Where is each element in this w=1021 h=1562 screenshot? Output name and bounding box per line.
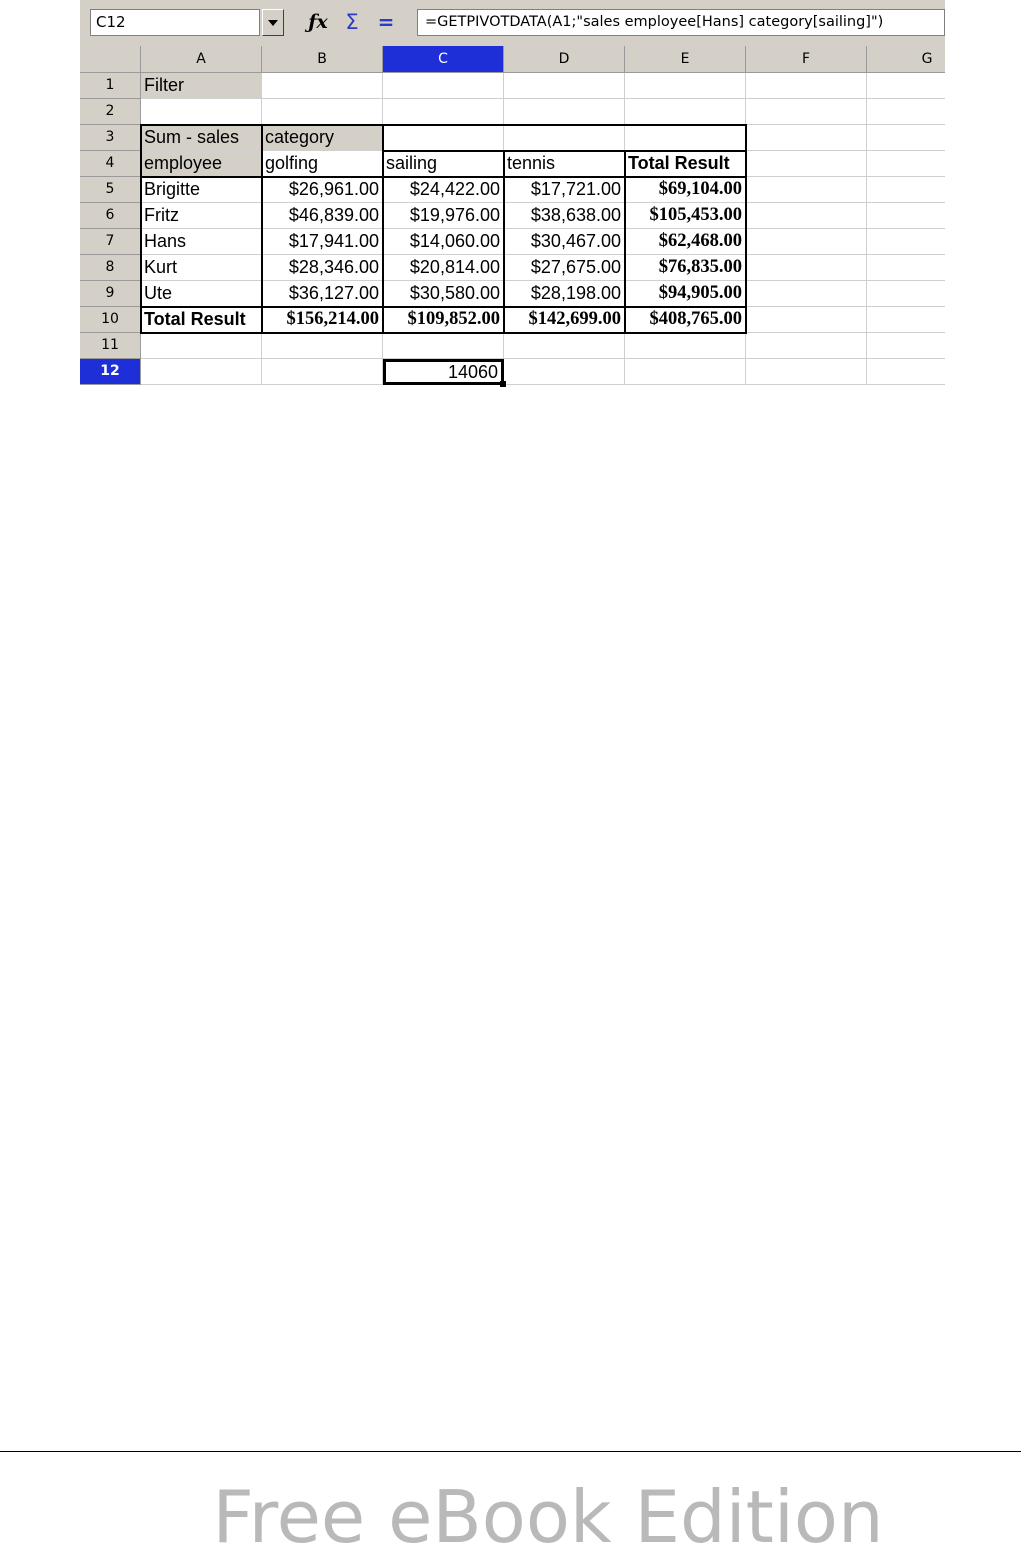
sum-icon[interactable]: Σ xyxy=(345,10,359,34)
cell-d7[interactable]: $30,467.00 xyxy=(504,229,625,255)
cell-e10[interactable]: $408,765.00 xyxy=(625,307,746,333)
cell-a11[interactable] xyxy=(141,333,262,359)
cell-f1[interactable] xyxy=(746,73,867,99)
cell-f3[interactable] xyxy=(746,125,867,151)
cell-d1[interactable] xyxy=(504,73,625,99)
function-wizard-icon[interactable]: ƒx xyxy=(308,11,328,33)
row-header-11[interactable]: 11 xyxy=(80,333,141,359)
cell-b10[interactable]: $156,214.00 xyxy=(262,307,383,333)
cell-f4[interactable] xyxy=(746,151,867,177)
cell-g9[interactable] xyxy=(867,281,945,307)
cell-f8[interactable] xyxy=(746,255,867,281)
sheet-grid xyxy=(80,46,945,390)
cell-e3[interactable] xyxy=(625,125,746,151)
cell-b4[interactable]: golfing xyxy=(262,151,383,177)
cell-a2[interactable] xyxy=(141,99,262,125)
column-header-d[interactable]: D xyxy=(504,46,625,73)
row-header-12[interactable]: 12 xyxy=(80,359,141,385)
row-header-7[interactable]: 7 xyxy=(80,229,141,255)
cell-c7[interactable]: $14,060.00 xyxy=(383,229,504,255)
cell-e11[interactable] xyxy=(625,333,746,359)
cell-c3[interactable] xyxy=(383,125,504,151)
row-header-4[interactable]: 4 xyxy=(80,151,141,177)
column-header-g[interactable]: G xyxy=(867,46,945,73)
cell-g12[interactable] xyxy=(867,359,945,385)
cell-e9[interactable]: $94,905.00 xyxy=(625,281,746,307)
row-header-9[interactable]: 9 xyxy=(80,281,141,307)
cell-e7[interactable]: $62,468.00 xyxy=(625,229,746,255)
cell-a8[interactable]: Kurt xyxy=(141,255,262,281)
column-header-e[interactable]: E xyxy=(625,46,746,73)
cell-b5[interactable]: $26,961.00 xyxy=(262,177,383,203)
row-header-8[interactable]: 8 xyxy=(80,255,141,281)
cell-g10[interactable] xyxy=(867,307,945,333)
cell-c4[interactable]: sailing xyxy=(383,151,504,177)
row-header-2[interactable]: 2 xyxy=(80,99,141,125)
cell-a4[interactable]: employee xyxy=(141,151,262,177)
cell-g3[interactable] xyxy=(867,125,945,151)
cell-a7[interactable]: Hans xyxy=(141,229,262,255)
cell-e6[interactable]: $105,453.00 xyxy=(625,203,746,229)
cell-e5[interactable]: $69,104.00 xyxy=(625,177,746,203)
cell-b8[interactable]: $28,346.00 xyxy=(262,255,383,281)
cell-a3[interactable]: Sum - sales xyxy=(141,125,262,151)
cell-b7[interactable]: $17,941.00 xyxy=(262,229,383,255)
cell-f5[interactable] xyxy=(746,177,867,203)
row-header-3[interactable]: 3 xyxy=(80,125,141,151)
cell-d11[interactable] xyxy=(504,333,625,359)
cell-d3[interactable] xyxy=(504,125,625,151)
cell-f2[interactable] xyxy=(746,99,867,125)
cell-e1[interactable] xyxy=(625,73,746,99)
row-header-6[interactable]: 6 xyxy=(80,203,141,229)
formula-bar xyxy=(80,0,945,46)
name-box-dropdown-button[interactable] xyxy=(262,9,284,36)
cell-a12[interactable] xyxy=(141,359,262,385)
cell-c8[interactable]: $20,814.00 xyxy=(383,255,504,281)
spreadsheet-screenshot xyxy=(80,0,945,390)
cell-f12[interactable] xyxy=(746,359,867,385)
cell-c9[interactable]: $30,580.00 xyxy=(383,281,504,307)
cell-e12[interactable] xyxy=(625,359,746,385)
cell-f9[interactable] xyxy=(746,281,867,307)
select-all-corner[interactable] xyxy=(80,46,141,73)
cell-f6[interactable] xyxy=(746,203,867,229)
formula-input[interactable]: =GETPIVOTDATA(A1;"sales employee[Hans] category[sailing]") xyxy=(417,9,945,36)
cell-d2[interactable] xyxy=(504,99,625,125)
cell-g1[interactable] xyxy=(867,73,945,99)
cell-a9[interactable]: Ute xyxy=(141,281,262,307)
chevron-down-icon xyxy=(268,20,278,26)
cell-c6[interactable]: $19,976.00 xyxy=(383,203,504,229)
cell-g6[interactable] xyxy=(867,203,945,229)
cell-b3[interactable]: category xyxy=(262,125,383,151)
column-header-c[interactable]: C xyxy=(383,46,504,73)
name-box[interactable]: C12 xyxy=(90,9,260,36)
cell-c11[interactable] xyxy=(383,333,504,359)
row-header-10[interactable]: 10 xyxy=(80,307,141,333)
cell-c12[interactable]: 14060 xyxy=(383,359,504,385)
equals-icon[interactable]: = xyxy=(377,10,395,34)
cell-g4[interactable] xyxy=(867,151,945,177)
fill-handle[interactable] xyxy=(500,381,506,387)
cell-d10[interactable]: $142,699.00 xyxy=(504,307,625,333)
cell-g5[interactable] xyxy=(867,177,945,203)
cell-c1[interactable] xyxy=(383,73,504,99)
cell-c5[interactable]: $24,422.00 xyxy=(383,177,504,203)
cell-b9[interactable]: $36,127.00 xyxy=(262,281,383,307)
footer-divider xyxy=(0,1451,1021,1452)
cell-d5[interactable]: $17,721.00 xyxy=(504,177,625,203)
row-header-1[interactable]: 1 xyxy=(80,73,141,99)
cell-d4[interactable]: tennis xyxy=(504,151,625,177)
cell-e8[interactable]: $76,835.00 xyxy=(625,255,746,281)
cell-b11[interactable] xyxy=(262,333,383,359)
cell-d8[interactable]: $27,675.00 xyxy=(504,255,625,281)
cell-g7[interactable] xyxy=(867,229,945,255)
cell-a1[interactable]: Filter xyxy=(141,73,262,99)
column-header-a[interactable]: A xyxy=(141,46,262,73)
cell-a6[interactable]: Fritz xyxy=(141,203,262,229)
cell-b1[interactable] xyxy=(262,73,383,99)
cell-a10[interactable]: Total Result xyxy=(141,307,262,333)
cell-d12[interactable] xyxy=(504,359,625,385)
cell-b6[interactable]: $46,839.00 xyxy=(262,203,383,229)
cell-b2[interactable] xyxy=(262,99,383,125)
column-header-f[interactable]: F xyxy=(746,46,867,73)
row-header-5[interactable]: 5 xyxy=(80,177,141,203)
cell-e2[interactable] xyxy=(625,99,746,125)
cell-c2[interactable] xyxy=(383,99,504,125)
cell-d9[interactable]: $28,198.00 xyxy=(504,281,625,307)
cell-d6[interactable]: $38,638.00 xyxy=(504,203,625,229)
cell-g8[interactable] xyxy=(867,255,945,281)
footer-watermark: Free eBook Edition xyxy=(212,1475,884,1559)
cell-c10[interactable]: $109,852.00 xyxy=(383,307,504,333)
cell-f7[interactable] xyxy=(746,229,867,255)
cell-b12[interactable] xyxy=(262,359,383,385)
cell-g2[interactable] xyxy=(867,99,945,125)
column-header-b[interactable]: B xyxy=(262,46,383,73)
cell-a5[interactable]: Brigitte xyxy=(141,177,262,203)
cell-f10[interactable] xyxy=(746,307,867,333)
cell-f11[interactable] xyxy=(746,333,867,359)
cell-g11[interactable] xyxy=(867,333,945,359)
cell-e4[interactable]: Total Result xyxy=(625,151,746,177)
